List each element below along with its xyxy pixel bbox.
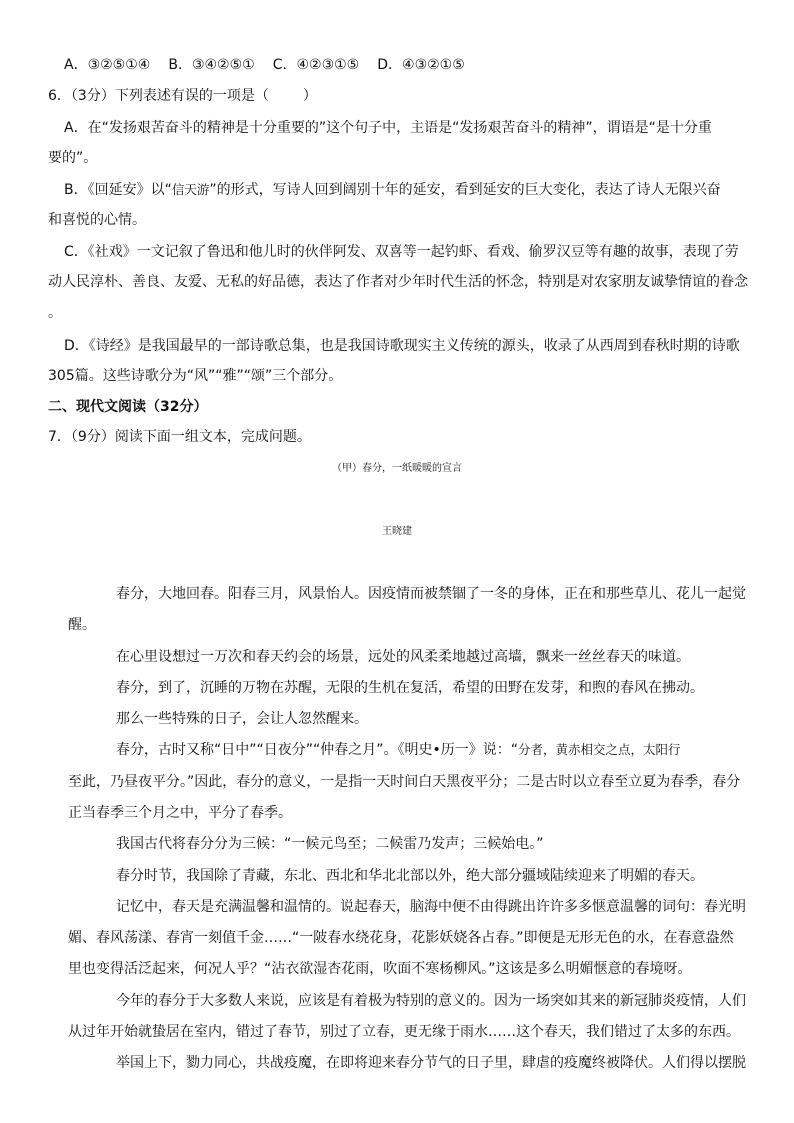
q6-option-d-line1: D．《诗经》是我国最早的一部诗歌总集，也是我国诗歌现实主义传统的源头，收录了从西周到春秋时期的诗歌	[64, 338, 740, 354]
paragraph-5-line2: 至此，乃昼夜平分。”因此，春分的意义，一是指一天时间白天黑夜平分；二是古时以立春至立夏为春季，春分	[68, 774, 741, 790]
paragraph-5-line1: 春分，古时又称“日中”“日夜分”“仲春之月”。《明史•历一》说：“分者，黄赤相交之点，太阳行	[116, 742, 681, 758]
paragraph-8-line1: 记忆中，春天是充满温馨和温情的。说起春天，脑海中便不由得跳出许许多多惬意温馨的词句：春光明	[116, 899, 746, 915]
article-title: （甲）春分，一纸暖暖的宣言	[332, 463, 462, 474]
article-author: 王晓建	[382, 526, 412, 537]
paragraph-4: 那么一些特殊的日子，会让人忽然醒来。	[116, 711, 368, 727]
q6-option-c-line2: 动人民淳朴、善良、友爱、无私的好品德，表达了作者对少年时代生活的怀念，特别是对农家朋友诚挚情谊的眷念	[48, 274, 748, 290]
paragraph-2: 在心里设想过一万次和春天约会的场景，远处的风柔柔地越过高墙，飘来一丝丝春天的味道。	[116, 649, 690, 665]
q6-stem: 6．（3分）下列表述有误的一项是（ ）	[48, 88, 317, 104]
q6-option-b-line2: 和喜悦的心情。	[48, 212, 146, 228]
paragraph-1-line2: 醒。	[68, 617, 96, 633]
paragraph-1-line1: 春分，大地回春。阳春三月，风景怡人。因疫情而被禁锢了一冬的身体，正在和那些草儿、花儿一起觉	[116, 586, 746, 602]
paragraph-8-line2: 媚、春风荡漾、春宵一刻值千金……“一陂春水绕花身，花影妖娆各占春。”即便是无形无色的水，在春意盎然	[68, 930, 734, 946]
q7-stem: 7．（9分）阅读下面一组文本，完成问题。	[48, 429, 311, 445]
q6-option-a-line1: A．在“发扬艰苦奋斗的精神是十分重要的”这个句子中，主语是“发扬艰苦奋斗的精神”，谓语是“是十分重	[64, 120, 712, 136]
q6-option-d-line2: 305篇。这些诗歌分为“风”“雅”“颂”三个部分。	[48, 368, 343, 384]
q5-option-d: D．④③②①⑤	[377, 57, 465, 73]
paragraph-3: 春分，到了，沉睡的万物在苏醒，无限的生机在复活，希望的田野在发芽，和煦的春风在拂动。	[116, 680, 704, 696]
paragraph-9-line2: 从过年开始就蛰居在室内，错过了春节，别过了立春，更无缘于雨水……这个春天，我们错过了太多的东西。	[68, 1024, 740, 1040]
q5-option-b: B．③④②⑤①	[168, 57, 255, 73]
q6-option-a-line2: 要的”。	[48, 150, 98, 166]
paragraph-8-line3: 里也变得活泛起来，何况人乎？“沾衣欲湿杏花雨，吹面不寒杨柳风。”这该是多么明媚惬意的春境呀。	[68, 961, 692, 977]
q5-option-c: C．④②③①⑤	[272, 57, 360, 73]
paragraph-6: 我国古代将春分分为三候：“一候元鸟至；二候雷乃发声；三候始电。”	[116, 836, 544, 852]
paragraph-9-line1: 今年的春分于大多数人来说，应该是有着极为特别的意义的。因为一场突如其来的新冠肺炎疫情，人们	[116, 993, 746, 1009]
paragraph-10-line1: 举国上下，勠力同心，共战疫魔，在即将迎来春分节气的日子里，肆虐的疫魔终被降伏。人们得以摆脱	[116, 1055, 746, 1071]
q5-options-row	[64, 55, 483, 75]
paragraph-5-line3: 正当春季三个月之中，平分了春季。	[68, 805, 292, 821]
paragraph-7: 春分时节，我国除了青藏，东北、西北和华北北部以外，绝大部分疆域陆续迎来了明媚的春天。	[116, 868, 704, 884]
q5-option-a: A．③②⑤①④	[64, 57, 151, 73]
q6-option-c-line3: 。	[48, 305, 62, 321]
q6-option-b-line1: B．《回延安》以“信天游”的形式，写诗人回到阔别十年的延安，看到延安的巨大变化，表达了诗人无限兴奋	[64, 182, 721, 198]
q6-option-c-line1: C．《社戏》一文记叙了鲁迅和他儿时的伙伴阿发、双喜等一起钓虾、看戏、偷罗汉豆等有趣的故事，表现了劳	[64, 244, 739, 260]
section-heading: 二、现代文阅读（32分）	[48, 399, 208, 415]
